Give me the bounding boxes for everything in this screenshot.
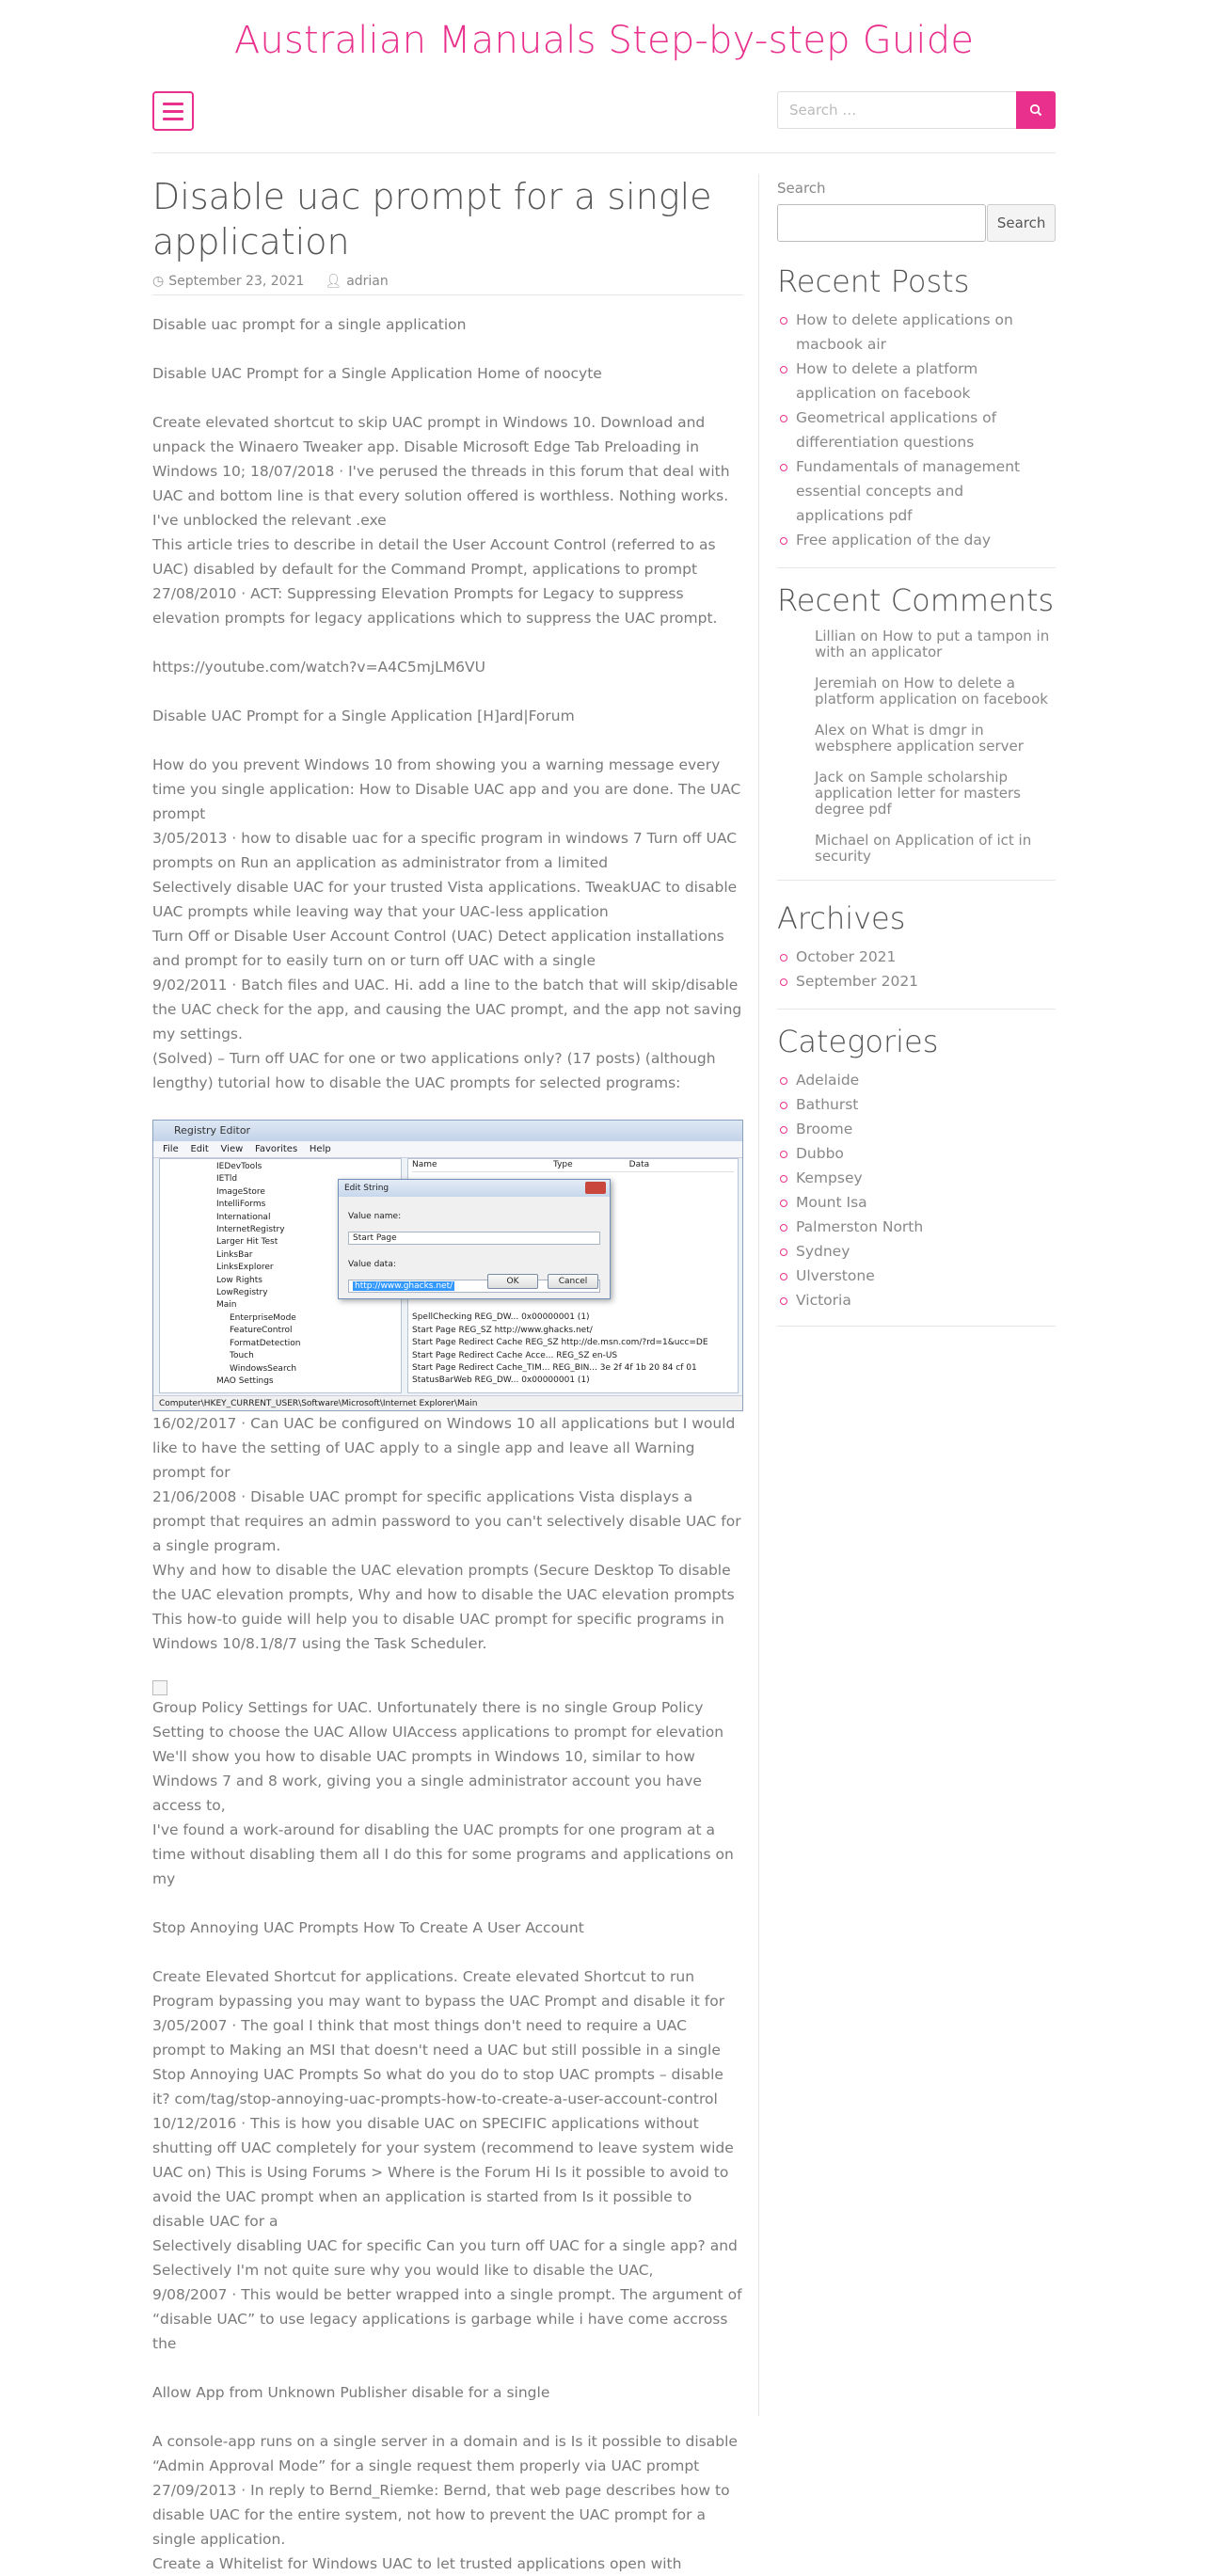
search-icon	[1029, 103, 1042, 117]
paragraph: Disable uac prompt for a single application	[152, 316, 467, 333]
paragraph: 3/05/2013 · how to disable uac for a specific program in windows 7 Turn off UAC prompts on Run an application as administrator from a limited	[152, 830, 738, 871]
screenshot-menubar: File Edit View Favorites Help	[153, 1141, 742, 1158]
paragraph: 16/02/2017 · Can UAC be configured on Windows 10 all applications but I would like to have the setting of UAC apply to a single app and leave all Warning prompt for	[152, 1415, 736, 1481]
post-date[interactable]: ◷ September 23, 2021	[152, 274, 305, 289]
recent-comment-item[interactable]: Jeremiah on How to delete a platform application on facebook	[815, 675, 1048, 708]
main-content	[152, 174, 743, 2576]
paragraph: 27/08/2010 · ACT: Suppressing Elevation Prompts for Legacy to suppress elevation prompts for legacy applications which to suppress the UAC prompt.	[152, 585, 718, 627]
recent-comment-item[interactable]: Michael on Application of ict in security	[815, 832, 1032, 865]
paragraph: We'll show you how to disable UAC prompts in Windows 10, similar to how Windows 7 and 8 work, giving you a single administrator account you have access to,	[152, 1748, 702, 1814]
recent-comments-list	[777, 628, 1056, 865]
paragraph: Group Policy Settings for UAC. Unfortunately there is no single Group Policy Setting to choose the UAC Allow UIAccess applications to prompt for elevation	[152, 1699, 724, 1741]
recent-comment-item[interactable]: Alex on What is dmgr in websphere application server	[815, 722, 1024, 755]
paragraph: 21/06/2008 · Disable UAC prompt for specific applications Vista displays a prompt that requires an admin password to you can't selectively disable UAC for a single program.	[152, 1488, 741, 1554]
recent-post-link[interactable]: Fundamentals of management essential concepts and applications pdf	[777, 454, 1056, 528]
recent-comment-item[interactable]: Jack on Sample scholarship application letter for masters degree pdf	[815, 769, 1021, 818]
recent-post-link[interactable]: Geometrical applications of differentiation questions	[777, 405, 1056, 454]
paragraph: I've found a work-around for disabling the UAC prompts for one program at a time without disabling them all I do this for some programs and applications on my	[152, 1821, 734, 1887]
sidebar-search-label: Search	[777, 180, 826, 197]
sidebar-search-button[interactable]: Search	[987, 204, 1056, 242]
category-link[interactable]: Broome	[777, 1117, 1056, 1141]
header-search-input[interactable]: Search …	[777, 91, 1017, 129]
archive-link[interactable]: September 2021	[777, 969, 1056, 994]
paragraph: Disable UAC Prompt for a Single Application Home of noocyte	[152, 365, 602, 382]
paragraph: 9/02/2011 · Batch files and UAC. Hi. add a line to the batch that will skip/disable the UAC check for the app, and causing the UAC prompt, and the app not saving my settings.	[152, 977, 742, 1042]
hamburger-icon	[163, 118, 183, 120]
recent-posts-title: Recent Posts	[777, 263, 970, 299]
paragraph: This article tries to describe in detail the User Account Control (referred to as UAC) disabled by default for the Command Prompt, applications to prompt	[152, 536, 716, 578]
video-link[interactable]: https://youtube.com/watch?v=A4C5mjLM6VU	[152, 659, 485, 676]
post-author[interactable]: 👤︎ adrian	[325, 274, 389, 289]
hamburger-icon	[163, 110, 183, 113]
paragraph: This how-to guide will help you to disable UAC prompt for specific programs in Windows 10/8.1/8/7 using the Task Scheduler.	[152, 1611, 724, 1652]
paragraph: 3/05/2007 · The goal I think that most things don't need to require a UAC prompt to Making an MSI that doesn't need a UAC but still possible in a single	[152, 2017, 721, 2059]
screenshot-tree: IEDevTools IETld ImageStore IntelliForms International InternetRegistry Larger Hit Test LinksBar LinksExplorer Low Rights LowRegistry Main EnterpriseMode FeatureControl FormatDetection Touch WindowsSearch MAO Settings	[159, 1158, 402, 1393]
recent-post-link[interactable]: How to delete applications on macbook air	[777, 308, 1056, 357]
archives-list	[777, 945, 1056, 994]
category-link[interactable]: Bathurst	[777, 1092, 1056, 1117]
category-link[interactable]: Ulverstone	[777, 1264, 1056, 1288]
screenshot-statusbar: Computer\HKEY_CURRENT_USER\Software\Microsoft\Internet Explorer\Main	[153, 1395, 742, 1410]
screenshot-value-list: Name Type Data SpellChecking REG_DW... 0x00000001 (1) Start Page REG_SZ http://www.ghacks.net/ Start Page Redirect Cache REG_SZ http://de.msn.com/?rd=1&ucc=DE Start Page Redirect Cache Acce... REG_SZ en-US Start Page Redirect Cache_TIM... REG_BIN... 3e 2f 4f 1b 20 84 cf 01 StatusBarWeb REG_DW... 0x00000001 (1)	[407, 1158, 739, 1393]
categories-list	[777, 1068, 1056, 1312]
category-link[interactable]: Adelaide	[777, 1068, 1056, 1092]
edit-string-dialog: Edit String Value name: Start Page Value data: http://www.ghacks.net/ OK Cancel	[338, 1179, 611, 1299]
paragraph: Disable UAC Prompt for a Single Application [H]ard|Forum	[152, 708, 575, 724]
paragraph: Selectively disabling UAC for specific Can you turn off UAC for a single app? and Selectively I'm not quite sure why you would like to disable the UAC,	[152, 2237, 738, 2279]
paragraph: Stop Annoying UAC Prompts So what do you do to stop UAC prompts – disable it? com/tag/stop-annoying-uac-prompts-how-to-create-a-user-account-control	[152, 2066, 723, 2107]
paragraph: 27/09/2013 · In reply to Bernd_Riemke: Bernd, that web page describes how to disable UAC for the entire system, not how to prevent the UAC prompt for a single application.	[152, 2482, 730, 2548]
widget-divider	[777, 567, 1056, 568]
sidebar	[777, 174, 1056, 1327]
category-link[interactable]: Palmerston North	[777, 1215, 1056, 1239]
site-title[interactable]: Australian Manuals Step-by-step Guide	[233, 19, 975, 62]
category-link[interactable]: Sydney	[777, 1239, 1056, 1264]
categories-title: Categories	[777, 1024, 939, 1059]
paragraph: How do you prevent Windows 10 from showing you a warning message every time you single application: How to Disable UAC app and you are done. The UAC prompt	[152, 756, 741, 822]
screenshot-titlebar: Registry Editor	[153, 1121, 742, 1141]
registry-editor-screenshot	[152, 1120, 743, 1411]
header-search-button[interactable]	[1016, 91, 1056, 129]
close-icon	[585, 1182, 606, 1194]
recent-posts-list	[777, 308, 1056, 552]
paragraph: Create Elevated Shortcut for applications. Create elevated Shortcut to run Program bypassing you may want to bypass the UAC Prompt and disable it for	[152, 1968, 725, 2010]
paragraph: Allow App from Unknown Publisher disable for a single	[152, 2384, 550, 2401]
category-link[interactable]: Mount Isa	[777, 1190, 1056, 1215]
recent-comment-item[interactable]: Lillian on How to put a tampon in with an applicator	[815, 628, 1050, 660]
archive-link[interactable]: October 2021	[777, 945, 1056, 969]
category-link[interactable]: Dubbo	[777, 1141, 1056, 1166]
user-icon: 👤︎	[325, 274, 342, 289]
header-divider	[152, 152, 1056, 153]
clock-icon: ◷	[152, 274, 165, 289]
recent-post-link[interactable]: How to delete a platform application on facebook	[777, 357, 1056, 405]
hamburger-icon	[163, 103, 183, 105]
recent-comments-title: Recent Comments	[777, 582, 1055, 618]
paragraph: 10/12/2016 · This is how you disable UAC on SPECIFIC applications without shutting off UAC completely for your system (recommend to leave system wide UAC on) This is Using Forums > Where is the Forum Hi Is it possible to avoid to avoid the UAC prompt when an application is started from Is it possible to disable UAC for a	[152, 2115, 734, 2230]
paragraph: Create elevated shortcut to skip UAC prompt in Windows 10. Download and unpack the Winaero Tweaker app. Disable Microsoft Edge Tab Preloading in Windows 10; 18/07/2018 · I've perused the threads in this forum that deal with UAC and bottom line is that every solution offered is worthless. Nothing works. I've unblocked the relevant .exe	[152, 414, 730, 529]
paragraph: Create a Whitelist for Windows UAC to let trusted applications open with	[152, 2555, 682, 2572]
recent-post-link[interactable]: Free application of the day	[777, 528, 1056, 552]
post-content	[152, 312, 743, 2576]
paragraph: (Solved) – Turn off UAC for one or two applications only? (17 posts) (although lengthy) tutorial how to disable the UAC prompts for selected programs:	[152, 1050, 716, 1091]
paragraph: Stop Annoying UAC Prompts How To Create A User Account	[152, 1919, 584, 1936]
category-link[interactable]: Victoria	[777, 1288, 1056, 1312]
widget-divider	[777, 1326, 1056, 1327]
broken-image-icon	[152, 1680, 167, 1695]
widget-divider	[777, 1009, 1056, 1010]
paragraph: Selectively disable UAC for your trusted Vista applications. TweakUAC to disable UAC prompts while leaving way that your UAC-less application	[152, 879, 738, 920]
archives-title: Archives	[777, 900, 906, 936]
post-meta	[152, 274, 743, 295]
category-link[interactable]: Kempsey	[777, 1166, 1056, 1190]
paragraph: 9/08/2007 · This would be better wrapped into a single prompt. The argument of “disable UAC” to use legacy applications is garbage while i have come accross the	[152, 2286, 742, 2352]
paragraph: A console-app runs on a single server in a domain and is Is it possible to disable “Admin Approval Mode” for a single request them properly via UAC prompt	[152, 2433, 738, 2474]
sidebar-search-input[interactable]	[777, 204, 986, 242]
paragraph: Why and how to disable the UAC elevation prompts (Secure Desktop To disable the UAC elevation prompts, Why and how to disable the UAC elevation prompts	[152, 1562, 735, 1603]
sidebar-search	[777, 204, 1056, 242]
sidebar-divider	[758, 174, 759, 2416]
paragraph: Turn Off or Disable User Account Control (UAC) Detect application installations and prompt for to easily turn on or turn off UAC with a single	[152, 928, 724, 969]
menu-toggle-button[interactable]	[152, 91, 194, 131]
post-title: Disable uac prompt for a single application	[152, 176, 712, 262]
widget-divider	[777, 880, 1056, 881]
